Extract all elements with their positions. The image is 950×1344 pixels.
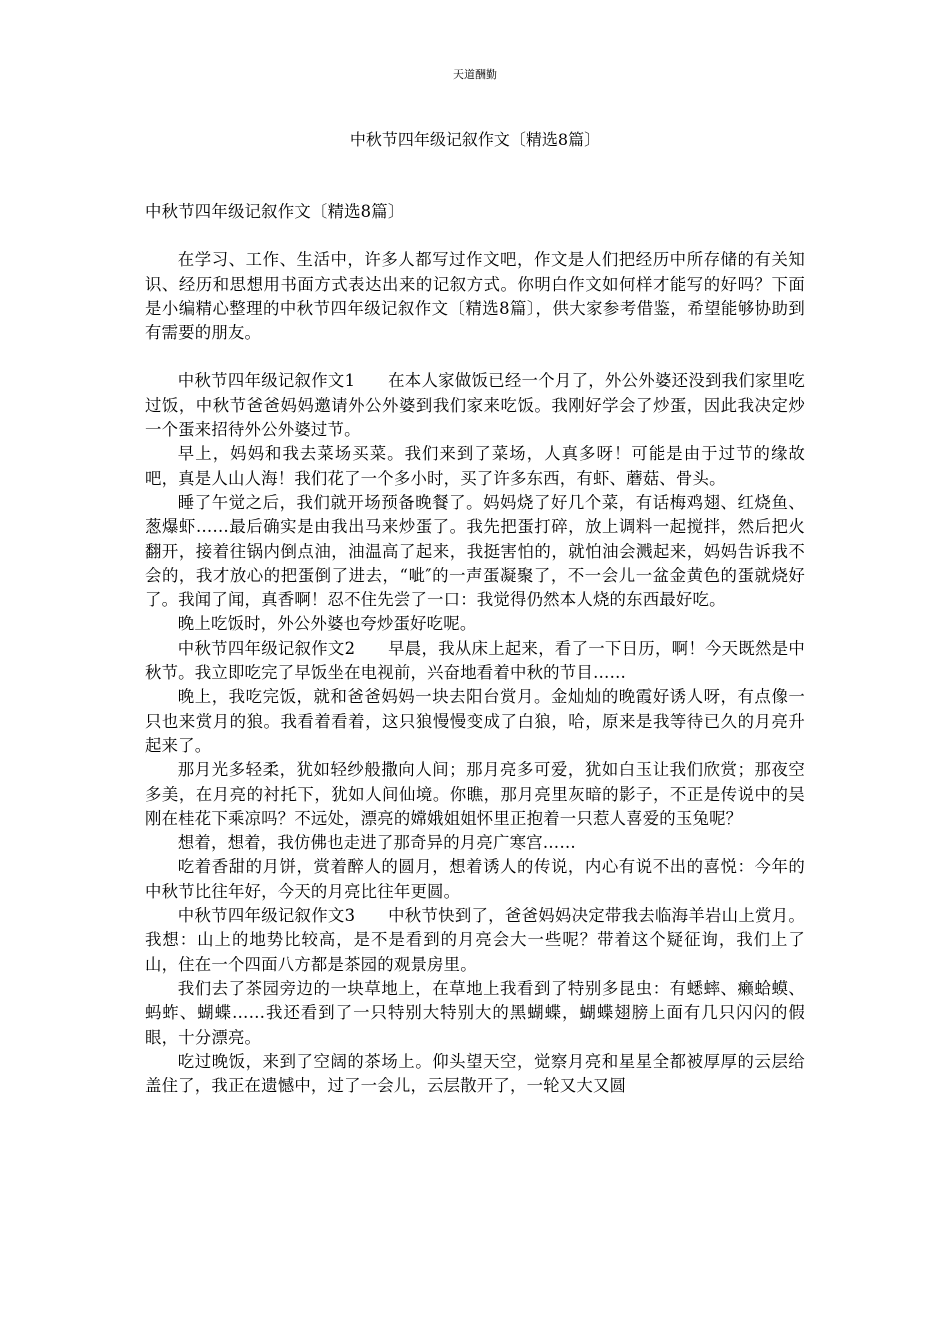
document-subtitle: 中秋节四年级记叙作文〔精选8篇〕 xyxy=(145,202,405,221)
spacer xyxy=(145,345,805,369)
essay-1-first-text: 在本人家做饭已经一个月了，外公外婆还没到我们家里吃过饭，中秋节爸爸妈妈邀请外公外婆到我们家来吃饭。我刚好学会了炒蛋，因此我决定炒一个蛋来招待外公外婆过节。 xyxy=(145,371,805,440)
essay-2-heading: 中秋节四年级记叙作文2 xyxy=(177,638,356,658)
essay-1-paragraph: 早上，妈妈和我去菜场买菜。我们来到了菜场，人真多呀！可能是由于过节的缘故吧，真是人山人海！我们花了一个多小时，买了许多东西，有虾、蘑菇、骨头。 xyxy=(145,444,805,488)
essay-2-paragraph: 晚上，我吃完饭，就和爸爸妈妈一块去阳台赏月。金灿灿的晚霞好诱人呀，有点像一只也来赏月的狼。我看着看着，这只狼慢慢变成了白狼，哈，原来是我等待已久的月亮升起来了。 xyxy=(145,687,805,755)
essay-2-first-text: 早晨，我从床上起来，看了一下日历，啊！今天既然是中秋节。我立即吃完了早饭坐在电视前，兴奋地看着中秋的节目…… xyxy=(145,638,805,683)
document-body xyxy=(145,200,805,1098)
intro-paragraph: 在学习、工作、生活中，许多人都写过作文吧，作文是人们把经历中所存储的有关知识、经历和思想用书面方式表达出来的记叙方式。你明白作文如何样才能写的好吗？下面是小编精心整理的中秋节四年级记叙作文〔精选8篇〕，供大家参考借鉴，希望能够协助到有需要的朋友。 xyxy=(145,250,805,343)
spacer xyxy=(145,224,805,248)
essay-1-heading: 中秋节四年级记叙作文1 xyxy=(177,371,356,391)
essay-2-paragraph: 那月光多轻柔，犹如轻纱般撒向人间；那月亮多可爱，犹如白玉让我们欣赏；那夜空多美，在月亮的衬托下，犹如人间仙境。你瞧，那月亮里灰暗的影子，不正是传说中的吴刚在桂花下乘凉吗？不远处，漂亮的嫦娥姐姐怀里正抱着一只惹人喜爱的玉兔呢？ xyxy=(145,760,805,828)
essay-1-paragraph: 睡了午觉之后，我们就开场预备晚餐了。妈妈烧了好几个菜，有话梅鸡翅、红烧鱼、葱爆虾……最后确实是由我出马来炒蛋了。我先把蛋打碎，放上调料一起搅拌，然后把火翻开，接着往锅内倒点油，油温高了起来，我挺害怕的，就怕油会溅起来，妈妈告诉我不会的，我才放心的把蛋倒了进去，“呲″的一声蛋凝聚了，不一会儿一盆金黄色的蛋就烧好了。我闻了闻，真香啊！忍不住先尝了一口：我觉得仍然本人烧的东西最好吃。 xyxy=(145,492,805,610)
essay-2-paragraph: 想着，想着，我仿佛也走进了那奇异的月亮广寒宫…… xyxy=(177,833,576,853)
essay-3-paragraph: 吃过晚饭，来到了空阔的茶场上。仰头望天空，觉察月亮和星星全都被厚厚的云层给盖住了，我正在遗憾中，过了一会儿，云层散开了，一轮又大又圆 xyxy=(145,1051,805,1096)
essay-3-paragraph: 我们去了茶园旁边的一块草地上，在草地上我看到了特别多昆虫：有蟋蟀、癞蛤蟆、蚂蚱、蝴蝶……我还看到了一只特别大特别大的黑蝴蝶，蝴蝶翅膀上面有几只闪闪的假眼，十分漂亮。 xyxy=(145,978,805,1047)
essay-2-paragraph: 吃着香甜的月饼，赏着醉人的圆月，想着诱人的传说，内心有说不出的喜悦：今年的中秋节比往年好，今天的月亮比往年更圆。 xyxy=(145,857,805,901)
document-title: 中秋节四年级记叙作文〔精选8篇〕 xyxy=(349,130,601,149)
essay-3-first-paragraph xyxy=(145,904,805,977)
essay-3-first-text: 中秋节快到了，爸爸妈妈决定带我去临海羊岩山上赏月。我想：山上的地势比较高，是不是看到的月亮会大一些呢？带着这个疑征询，我们上了山，住在一个四面八方都是茶园的观景房里。 xyxy=(145,906,805,974)
essay-3-heading: 中秋节四年级记叙作文3 xyxy=(177,906,356,926)
essay-1-paragraph: 晚上吃饭时，外公外婆也夸炒蛋好吃呢。 xyxy=(177,614,477,634)
page-header: 天道酬勤 xyxy=(453,68,497,81)
essay-2-first-paragraph xyxy=(145,637,805,686)
essay-1-first-paragraph xyxy=(145,369,805,442)
